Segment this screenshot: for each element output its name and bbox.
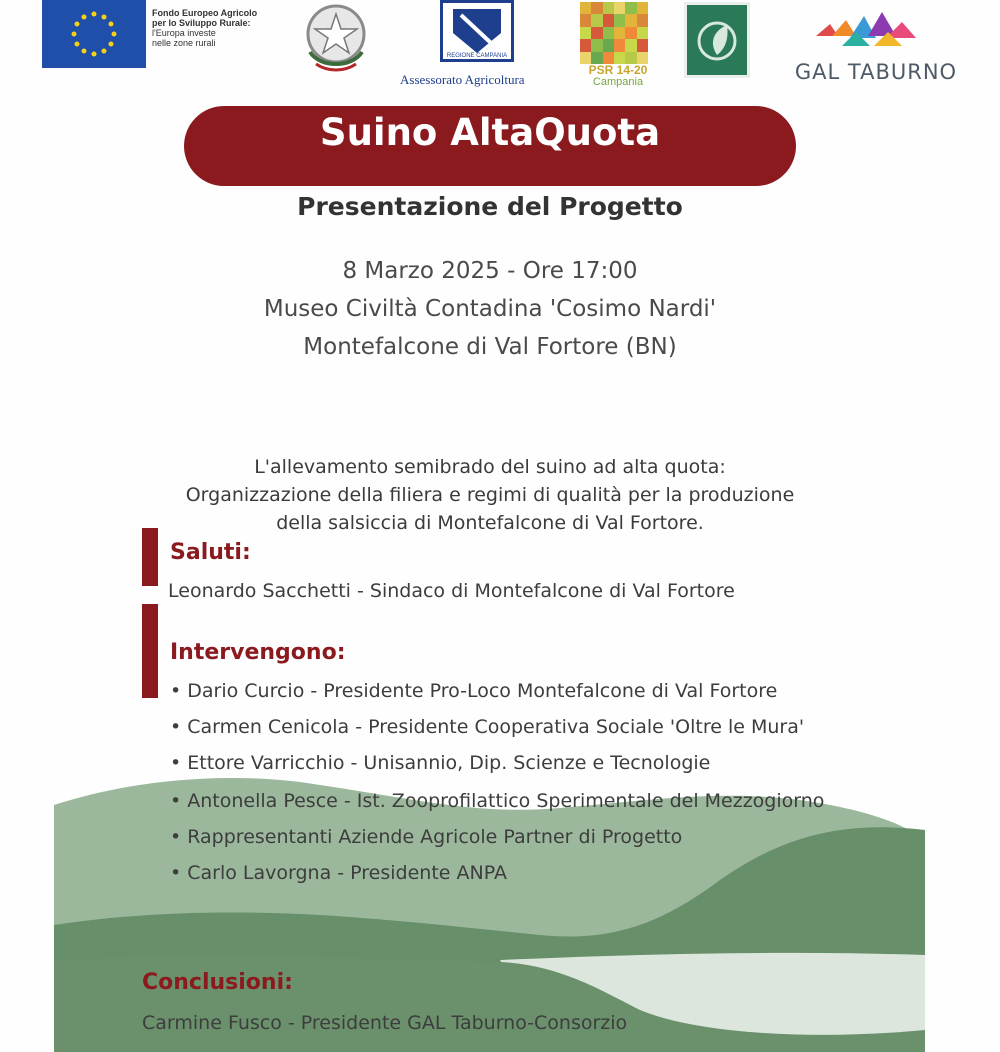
psr-logo-mosaic [580, 2, 648, 64]
description-line: L'allevamento semibrado del suino ad alta quota: [254, 456, 726, 478]
psr-mosaic-tile [591, 2, 602, 14]
psr-sub-label: Campania [592, 76, 644, 88]
speaker-item: • Antonella Pesce - Ist. Zooprofilattico Sperimentale del Mezzogiorno [170, 790, 825, 812]
assessorato-label: Assessorato Agricoltura [400, 72, 525, 87]
eu-text-line: per lo Sviluppo Rurale: [152, 18, 251, 28]
campania-region-logo [440, 0, 514, 62]
speaker-text: Carmen Cenicola - Presidente Cooperativa Sociale 'Oltre le Mura' [187, 716, 805, 738]
psr-mosaic-tile [591, 39, 602, 51]
event-subtitle: Presentazione del Progetto [297, 192, 683, 221]
psr-mosaic-tile [637, 39, 648, 51]
gal-taburno-label: GAL TABURNO [794, 60, 958, 84]
psr-mosaic-tile [580, 39, 591, 51]
psr-mosaic-tile [603, 2, 614, 14]
conclusions-heading: Conclusioni: [142, 970, 293, 995]
speaker-item: • Carmen Cenicola - Presidente Cooperativa Sociale 'Oltre le Mura' [170, 716, 805, 738]
leader-leaf-icon [687, 5, 747, 75]
greetings-heading: Saluti: [170, 540, 251, 565]
eu-text-line: Fondo Europeo Agricolo [152, 8, 258, 18]
eu-stars-icon [42, 0, 146, 68]
event-location: Montefalcone di Val Fortore (BN) [303, 334, 677, 360]
psr-mosaic-tile [625, 14, 636, 26]
psr-mosaic-tile [637, 14, 648, 26]
psr-mosaic-tile [580, 27, 591, 39]
speaker-text: Ettore Varricchio - Unisannio, Dip. Scienze e Tecnologie [187, 752, 711, 774]
campania-label: REGIONE CAMPANIA [446, 53, 508, 59]
psr-mosaic-tile [614, 27, 625, 39]
eu-text-line: l'Europa investe [152, 28, 216, 38]
speaker-text: Rappresentanti Aziende Agricole Partner di Progetto [187, 826, 683, 848]
italian-republic-emblem-icon [300, 0, 372, 76]
event-title: Suino AltaQuota [319, 111, 661, 154]
psr-mosaic-tile [625, 2, 636, 14]
speaker-text: Dario Curcio - Presidente Pro-Loco Montefalcone di Val Fortore [187, 680, 778, 702]
psr-logo-text [578, 64, 658, 88]
event-venue: Museo Civiltà Contadina 'Cosimo Nardi' [263, 296, 717, 322]
section-accent-bar [142, 528, 158, 586]
greetings-person: Leonardo Sacchetti - Sindaco di Montefalcone di Val Fortore [168, 580, 735, 602]
speaker-item: • Ettore Varricchio - Unisannio, Dip. Scienze e Tecnologie [170, 752, 711, 774]
psr-mosaic-tile [603, 39, 614, 51]
psr-mosaic-tile [637, 2, 648, 14]
psr-mosaic-tile [580, 14, 591, 26]
psr-mosaic-tile [603, 14, 614, 26]
description-line: della salsiccia di Montefalcone di Val Fortore. [276, 512, 704, 534]
speakers-heading: Intervengono: [170, 640, 346, 665]
psr-mosaic-tile [637, 27, 648, 39]
campania-shield-icon [443, 3, 511, 59]
psr-label: PSR 14-20 [588, 63, 648, 77]
event-date-time: 8 Marzo 2025 - Ore 17:00 [342, 258, 638, 284]
conclusions-person: Carmine Fusco - Presidente GAL Taburno-Consorzio [142, 1012, 628, 1034]
speaker-text: Antonella Pesce - Ist. Zooprofilattico Sperimentale del Mezzogiorno [187, 790, 825, 812]
psr-mosaic-tile [614, 39, 625, 51]
description-line: Organizzazione della filiera e regimi di qualità per la produzione [185, 484, 795, 506]
speaker-item: • Rappresentanti Aziende Agricole Partner di Progetto [170, 826, 683, 848]
psr-mosaic-tile [591, 14, 602, 26]
section-accent-bar [142, 604, 158, 698]
speaker-item: • Dario Curcio - Presidente Pro-Loco Montefalcone di Val Fortore [170, 680, 778, 702]
psr-mosaic-tile [614, 14, 625, 26]
gal-taburno-mountains-icon [812, 6, 922, 54]
leader-logo [684, 2, 750, 78]
psr-mosaic-tile [614, 2, 625, 14]
eu-flag-logo [42, 0, 146, 68]
psr-mosaic-tile [580, 2, 591, 14]
psr-mosaic-tile [603, 27, 614, 39]
speaker-text: Carlo Lavorgna - Presidente ANPA [187, 862, 507, 884]
psr-mosaic-tile [625, 27, 636, 39]
psr-mosaic-tile [625, 39, 636, 51]
eu-text-line: nelle zone rurali [152, 38, 216, 48]
speaker-item: • Carlo Lavorgna - Presidente ANPA [170, 862, 507, 884]
psr-mosaic-tile [591, 27, 602, 39]
eu-fund-text [152, 8, 292, 48]
